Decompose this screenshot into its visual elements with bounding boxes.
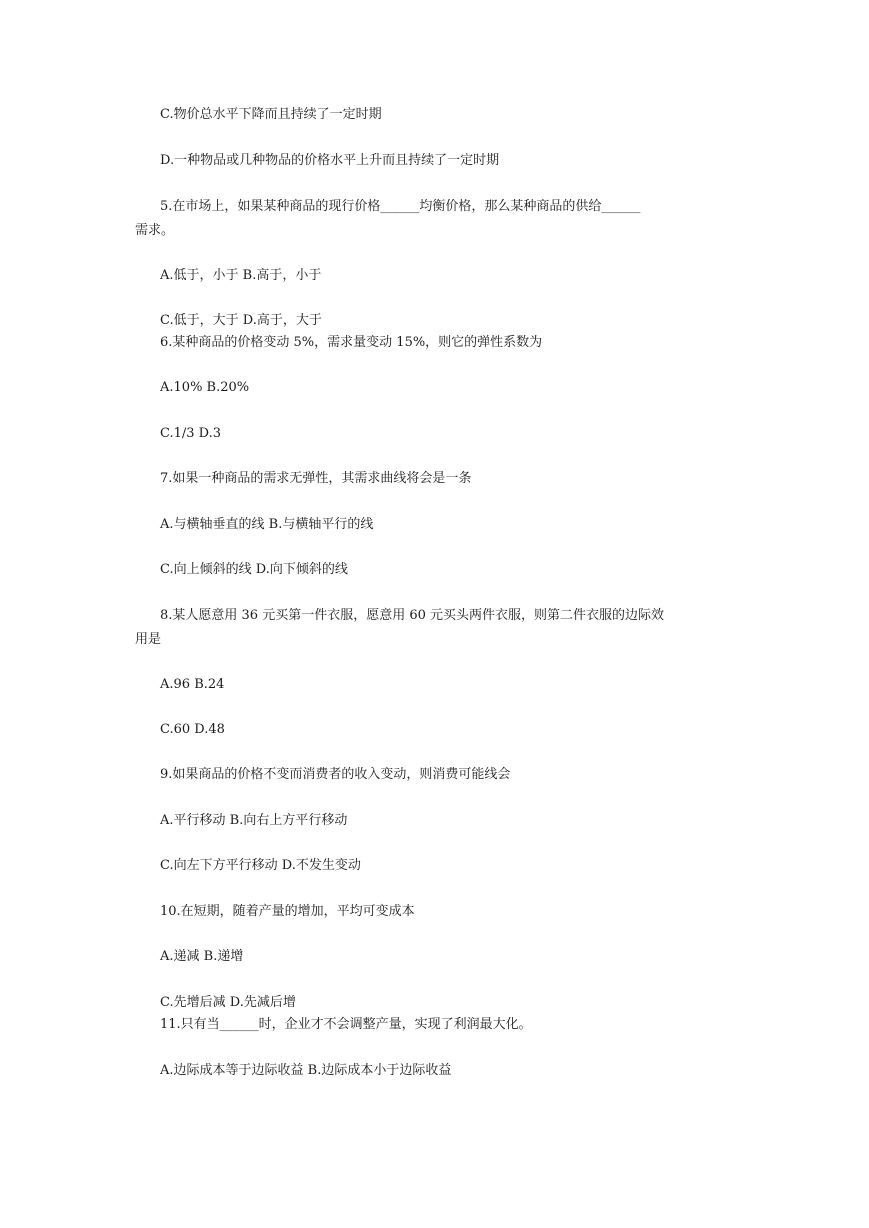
question-line-continuation: 用是 <box>135 632 162 647</box>
question-line: 5.在市场上，如果某种商品的现行价格______均衡价格，那么某种商品的供给______ <box>160 199 641 214</box>
option-line: C.60 D.48 <box>160 722 225 737</box>
option-line: A.平行移动 B.向右上方平行移动 <box>160 813 348 828</box>
option-line: C.低于，大于 D.高于，大于 <box>160 313 322 328</box>
option-line: D.一种物品或几种物品的价格水平上升而且持续了一定时期 <box>160 153 500 168</box>
question-line: 10.在短期，随着产量的增加，平均可变成本 <box>160 904 415 919</box>
option-line: C.物价总水平下降而且持续了一定时期 <box>160 107 382 122</box>
option-line: A.96 B.24 <box>160 677 225 692</box>
question-line-continuation: 需求。 <box>135 223 175 238</box>
question-line: 9.如果商品的价格不变而消费者的收入变动，则消费可能线会 <box>160 767 511 782</box>
option-line: C.向上倾斜的线 D.向下倾斜的线 <box>160 562 348 577</box>
question-line: 11.只有当______时，企业才不会调整产量，实现了利润最大化。 <box>160 1017 532 1032</box>
question-line: 8.某人愿意用 36 元买第一件衣服，愿意用 60 元买头两件衣服，则第二件衣服的边际效 <box>160 608 665 623</box>
option-line: A.与横轴垂直的线 B.与横轴平行的线 <box>160 517 374 532</box>
option-line: A.10% B.20% <box>160 380 250 395</box>
question-line: 7.如果一种商品的需求无弹性，其需求曲线将会是一条 <box>160 471 472 486</box>
option-line: A.边际成本等于边际收益 B.边际成本小于边际收益 <box>160 1063 452 1078</box>
question-line: 6.某种商品的价格变动 5%，需求量变动 15%，则它的弹性系数为 <box>160 335 543 350</box>
option-line: C.1/3 D.3 <box>160 426 222 441</box>
option-line: C.向左下方平行移动 D.不发生变动 <box>160 858 361 873</box>
option-line: A.低于，小于 B.高于，小于 <box>160 268 322 283</box>
option-line: A.递减 B.递增 <box>160 949 244 964</box>
option-line: C.先增后减 D.先减后增 <box>160 995 296 1010</box>
